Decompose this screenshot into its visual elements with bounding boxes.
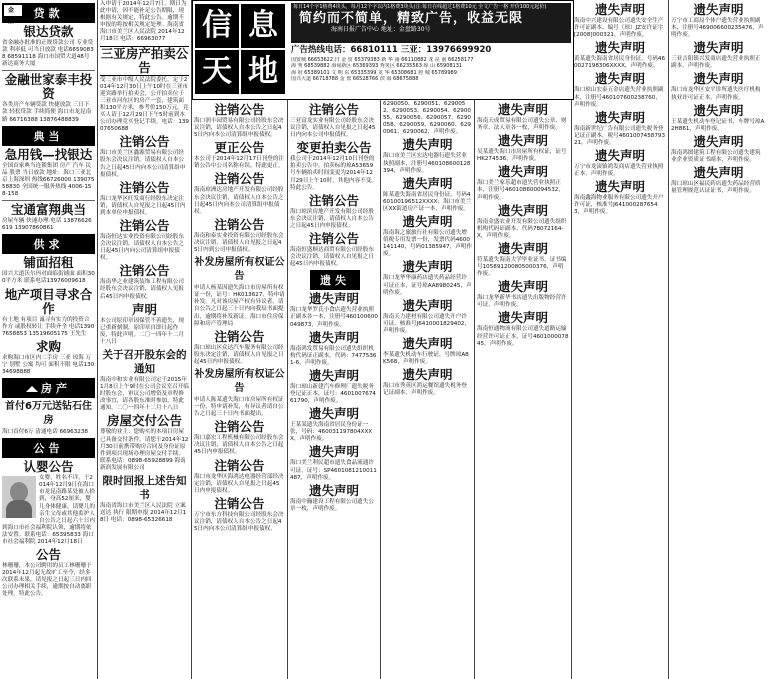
- notice-heading: 注销公告: [214, 171, 265, 187]
- ad-text: 省金融办批准的正规贷款公司 专业贷款 利率低 可当日放款 电话66590838 68591118 海口市国贸大道48号新达商务大厦: [2, 40, 94, 68]
- pricing-text: 每日14个字1格费4块头，每月12个字以内1格费3块头(注:每日在线超过1格费10元 全文广告一格 开价100元起价): [293, 4, 547, 10]
- notice-text: 海口琼山区众达汽车服务有限公司经股东决定注销，请债权人自见报之日起45日内申报债权。: [194, 344, 284, 365]
- lost-heading: 遗失声明: [693, 71, 744, 87]
- ad-text: 全国首家典当连锁集团 房产 汽车 民品 股票 当日放款 地址：海口三亚北京上海深圳 热线66726000 13907558830 全国统一服务热线 4006-158-158: [2, 162, 95, 198]
- ad-heading: 认婴公告: [23, 459, 74, 475]
- lost-text: 海口琼山区福民药店遗失药品经营质量管理规范认证证书，声明作废。: [671, 181, 761, 195]
- lost-heading: 遗失声明: [594, 179, 645, 195]
- notice-text: 海口润丰园贸易有限公司经股东会决议注销，请债权人自本公告之日起45日内向本公司清算组申报债权。: [194, 118, 284, 139]
- lost-heading: 遗失声明: [693, 133, 744, 149]
- lost-text: 海口市秀英区鸿运餐馆遗失税务登记证副本，声明作废。: [383, 383, 467, 397]
- lost-text: 6290050、6290051、6290052、6290053、6290054、6290055、6290056、6290057、6290058、6290059、6290060、6290061、6290062，声明作废。: [383, 101, 471, 136]
- address-text: 海南日报广告中心 地址：金盘路30号: [331, 26, 431, 33]
- notice-heading: 注销公告: [214, 328, 265, 344]
- bank-logo-icon: 金融: [4, 5, 22, 16]
- notice-heading: 注销公告: [308, 102, 359, 117]
- lost-heading: 遗失声明: [402, 297, 453, 313]
- ad-heading: 铺面招租: [23, 255, 74, 271]
- notice-heading: 注销公告: [119, 217, 170, 233]
- notice-heading: 注销公告: [119, 134, 170, 150]
- notice-heading: 限时回报上述告知书: [102, 475, 187, 502]
- ad-heading: 金融世家泰丰投资: [4, 72, 93, 102]
- lost-heading: 遗失声明: [402, 137, 453, 153]
- column-notices-3: [192, 100, 288, 679]
- lost-heading: 遗失声明: [308, 367, 359, 383]
- branch-phone-row: 海 秀 68539882 海甸新区 65369393 秀英区 66235563 琼 山 65908131: [291, 63, 463, 70]
- notice-heading: 注销公告: [119, 263, 170, 279]
- lost-heading: 遗失声明: [594, 2, 645, 17]
- lost-heading: 遗失声明: [594, 109, 645, 125]
- lost-text: 王某遗失机动车登记证书，车牌号琼A2H861，声明作废。: [671, 118, 765, 132]
- house-icon: [26, 386, 38, 392]
- lost-heading: 遗失声明: [497, 164, 548, 180]
- ad-text: 林珊珊，本公司聘用的员工林珊珊于2014年12月起无故旷工至今，经多次联系未果，请见报之日起三日内回公司办理相关手续，逾期按自动离职处理。特此公告。: [2, 563, 92, 598]
- ad-heading: 地产项目寻求合作: [4, 286, 93, 316]
- lost-heading: 遗失声明: [497, 240, 548, 256]
- notice-heading: 注销公告: [308, 231, 359, 247]
- notice-text: 海口嘉宏工程机械有限公司经股东会决议注销，请债权人自本公告之日起45日内申报债权。: [194, 435, 284, 456]
- notice-text: 海口市美兰区鑫源贸易有限公司经股东会决议注销，请债权人自本公告之日起45日内向本公司清算组申报债权。: [100, 150, 186, 178]
- notice-heading: 补发房屋所有权证公告: [194, 368, 285, 394]
- notice-heading: 变更拍卖公告: [296, 140, 372, 156]
- column-notices-5: [381, 100, 475, 679]
- column-notices-2: [98, 0, 192, 679]
- lost-text: 海南金盛农业开发有限公司遗失组织机构代码证副本，代码78072164-X，声明作废。: [477, 218, 567, 239]
- lost-text: 海南中瀚建设工程有限公司遗失公章一枚，声明作废。: [290, 498, 374, 512]
- infant-photo: [2, 476, 36, 518]
- notice-text: 本公司原印章因保管不善遗失，现已重新刻制，原印章自即日起作废，特此声明。二〇一四年十二月十八日: [100, 317, 184, 345]
- lost-heading: 遗失声明: [693, 165, 744, 181]
- section-header-pawn: 典当: [2, 126, 95, 146]
- notice-heading: 补发房屋所有权证公告: [194, 257, 285, 283]
- ad-text: 各类房产车辆贷款 快捷放款 三日下款 轻松贷款 手续简便 海口市龙昆南路 66716388 13876488839: [2, 102, 92, 123]
- notice-heading: 注销公告: [214, 457, 265, 473]
- lost-heading: 遗失声明: [497, 279, 548, 295]
- notice-heading: 注销公告: [214, 495, 265, 511]
- ad-text: 求购海口市区内二手房 三亚 琼海 万宁 别墅 公寓 均可 面积不限 电话13034698888: [2, 354, 95, 375]
- notice-heading: 更正公告: [214, 140, 265, 156]
- lost-heading: 遗失声明: [594, 40, 645, 56]
- lost-heading: 遗失声明: [402, 367, 453, 383]
- notice-heading: 三亚房产拍卖公告: [100, 45, 189, 75]
- column-notices-7: [572, 0, 669, 679]
- lost-heading: 遗失声明: [308, 291, 359, 307]
- column-notices-6: [475, 100, 572, 679]
- notice-text: 申请人杨某因遗失海口市房屋所有权证一份，证号：HK013627，特申请补发。凡对该房屋产权有异议者，请自公告之日起三十日内向我局书面提出，逾期将补发新证。海口市住房保障和房产管理局: [194, 285, 285, 327]
- lost-text: 海南恒通物流有限公司遗失道路运输经营许可证正本，证号460100007845，声明作废。: [477, 326, 569, 347]
- notice-text: 海南华之业建筑装饰工程有限公司经股东会决议注销，请债权人见报后45日内申报债权。: [100, 279, 184, 300]
- ad-heading: 公告: [35, 547, 61, 563]
- notice-text: 尊敬的业主：您购买的本项目房屋已具备交付条件，请您于2014年12月30日前携带购房合同及身份证原件到项目现场办理房屋交付手续。联系电话：0898-65928899 海南新润发展有限公司: [100, 429, 189, 471]
- lost-text: 海口龙华华康药店遗失药品经营许可证正本，证号琼AA8980245，声明作废。: [383, 275, 472, 296]
- notice-text: 我公司于2014年12月10日刊登的拍卖公告中，拍卖标的琼A53659号车辆拍卖时间变更为2014年12月29日上午10时，其他内容不变。特此公告。: [290, 156, 377, 191]
- notice-heading: 注销公告: [119, 179, 170, 195]
- logo-char: 信: [195, 4, 239, 48]
- lost-text: 海口龙华新华书店遗失出版物经营许可证，声明作废。: [477, 295, 567, 309]
- notice-text: 海口市龙华区海鸿达电器经营部经决定注销，请债权人自见报之日起45日内申报债权。: [194, 473, 284, 494]
- lost-text: 海口市龙华区安平诊所遗失医疗机构执业许可证正本，声明作废。: [671, 87, 761, 101]
- notice-text: 申请人陈某遗失海口市房屋所有权证一份，特申请补发，有异议者请自公告之日起三十日内书面提出。: [194, 396, 284, 418]
- lost-text: 黄某遗失海南省居民身份证，号码460027198306XXXX，声明作废。: [574, 56, 666, 70]
- lost-heading: 遗失声明: [497, 310, 548, 326]
- lost-heading: 遗失声明: [308, 329, 359, 345]
- notice-text: 海口琼滨房地产开发有限公司经股东会决议注销，请债权人自本公告之日起45日内申报债权。: [290, 208, 374, 229]
- ad-text: 有土地 有项目 诚寻有实力的投资合作方 或股权转让 手续齐全 电话13907658853 13519605175 王先生: [2, 316, 95, 337]
- lost-heading: 遗失声明: [402, 335, 453, 351]
- notice-heading: 注销公告: [214, 102, 265, 117]
- notice-text: 万宁市东方科技有限公司经股东会决议注销，请债权人自本公告之日起45日内向本公司清算组申报债权。: [194, 511, 284, 532]
- ad-heading: 急用钱—找银达: [4, 146, 93, 162]
- ad-heading: 银达贷款: [23, 24, 74, 39]
- lost-heading: 遗失声明: [497, 133, 548, 149]
- lost-text: 海口龙华罗氏小食店遗失营业执照正副本各一本，注册号460100600049873，声明作废。: [290, 307, 378, 328]
- lost-heading: 遗失声明: [308, 482, 359, 498]
- lost-heading: 遗失声明: [693, 102, 744, 118]
- lost-heading: 遗失声明: [402, 214, 453, 230]
- section-header-supply: 供求: [2, 234, 95, 254]
- notice-text: 三亚富龙实业有限公司经股东会决议注销，请债权人自见报之日起45日内向本公司申报债权。: [290, 118, 376, 139]
- notice-text: 入申请于2014年12月7日，期日为此申请，因不能补足公告期限，现根据有关规定，特此公告。逾期不申报的将按相关规定处理。海南省海口市美兰区人民法院 2014年12月18日 电话：66963077: [100, 1, 187, 43]
- slogan-strip: [291, 3, 571, 43]
- lost-text: 海南鸿发贸易有限公司遗失组织机构代码证正副本，代码：74775361-6，声明作废。: [290, 345, 377, 366]
- column-classifieds: [0, 0, 98, 679]
- masthead-banner: [192, 0, 574, 100]
- notice-text: 海南琼洲达房地产开发有限公司经股东会决议注销，请债权人自本公告之日起45日内向本公司清算组申报债权。: [194, 187, 284, 215]
- notice-heading: 注销公告: [308, 192, 359, 208]
- slogan-text: 简约而不简单，精致广告，收益无限: [299, 11, 524, 26]
- notice-heading: 声明: [131, 301, 157, 317]
- notice-text: 海南和泰实业投资有限公司经股东会决议注销，请债权人自见报之日起45日内到公司申报债权。: [194, 232, 284, 254]
- lost-text: 海南中兴建设有限公司遗失安全生产许可证副本，编号（琼）JZ安许证字[2008]000321，声明作废。: [574, 18, 664, 39]
- branch-phone-row: 国兴大道 66718788 金 盘 66528766 滨 海 68675888: [291, 75, 419, 82]
- section-header-notice: 公告: [2, 438, 95, 458]
- logo-char: 息: [241, 4, 285, 48]
- lost-heading: 遗失声明: [402, 175, 453, 191]
- notice-heading: 注销公告: [214, 216, 265, 232]
- ad-text: 国兴大道沃尔玛对面临街铺面 面积300平方米 联系电话13976009618: [2, 271, 95, 285]
- notice-text: 受三亚市中级人民法院委托，定于2014年12月30日上午10时在三亚市迎宾路举行拍卖会，公开拍卖位于三亚市河东区的房产一套，建筑面积130平方米，参考价150万元。竞买人请于12月29日下午5时前到本公司办理竞买登记手续。电话：13907650688: [100, 76, 189, 133]
- notice-text: 海南省海口市美兰区人民法院 立案 送达 执行 限期申报 2014年12月18日 电话：0898-65326618: [100, 503, 187, 524]
- logo-char: 天: [195, 50, 239, 94]
- notice-text: 海南恒达实业投资有限公司经股东会决议注销，请债权人自本公告之日起45日内向公司清算组申报债权。: [100, 233, 184, 262]
- lost-text: 海南鸿图建筑工程有限公司遗失建筑业企业资质证书副本，声明作废。: [671, 149, 761, 163]
- notice-heading: 关于召开股东会的通知: [102, 349, 187, 375]
- lost-text: 海南鑫海物业服务有限公司遗失开户许可证，核准号J6410002876543，声明作废。: [574, 195, 664, 216]
- hotline-text: 广告热线电话：66810111 三亚：13976699920: [291, 45, 492, 55]
- column-notices-8: [669, 0, 768, 679]
- ad-text: 海口首付6万 清通电话 66963238: [2, 429, 88, 436]
- section-header-property: 房产: [2, 378, 95, 398]
- branch-phone-row: 国贸城 66653622 日 金 贸 65379383 新 华 南 66110882 龙 昆 南 66258177: [291, 57, 474, 63]
- lost-heading: 遗失声明: [693, 40, 744, 56]
- lost-heading: 遗失声明: [402, 259, 453, 275]
- lost-text: 符某遗失海南大学毕业证书，证书编号105891200805000376，声明作废。: [477, 256, 567, 278]
- lost-heading: 遗失声明: [308, 406, 359, 422]
- lost-text: 海口市美兰区宏达电器行遗失营业执照副本，注册号460108600128394，声明作废。: [383, 153, 471, 174]
- lost-text: 万宁市龙滚镇鸿发商店遗失营业执照正本，声明作废。: [574, 164, 664, 178]
- lost-text: 海南新世纪广告有限公司遗失税务登记证正副本，税号460100745879321，声明作废。: [574, 125, 666, 146]
- lost-text: 王某某遗失海南省居民身份证一张，号码：460031197804XXXX，声明作废。: [290, 422, 373, 443]
- ad-heading: 宝通富翔典当: [10, 202, 86, 218]
- lost-heading: 遗失声明: [594, 148, 645, 164]
- lost-heading: 遗失声明: [308, 444, 359, 460]
- lost-text: 海口琼山新建汽车修理厂遗失税务登记证正本，证号：460100767461790，声明作废。: [290, 383, 376, 405]
- column-notices-4: [288, 100, 381, 679]
- lost-text: 海南天成贸易有限公司遗失公章、财务章、法人章各一枚，声明作废。: [477, 118, 567, 132]
- lost-heading: 遗失声明: [594, 71, 645, 87]
- section-header-lost: 遗失: [310, 270, 360, 290]
- branch-phone-row: 海 府 65389101 文 明 东 65335399 龙 华 65308681 府 城 65789989: [291, 69, 457, 76]
- masthead-logo: [195, 4, 287, 98]
- lost-text: 吴某遗失海口市房屋所有权证，证号HK274536，声明作废。: [477, 149, 567, 163]
- ad-heading: 求购: [35, 338, 61, 354]
- ad-text: 房屋车辆 快速办理 电话 13876626619 13907860861: [2, 218, 92, 232]
- notice-heading: 注销公告: [214, 419, 265, 435]
- ad-heading: 首付6万元送钻石住房: [5, 401, 92, 427]
- ad-text: 女婴，姓名不详，于2014年12月9日在海口市龙昆南路某处被人拾到，身高52厘米，婴儿身体健康，请婴儿的亲生父母或其他监护人自公告之日起六十日内到海口市社会福利院认领，逾期将依法安置。联系电话：65395833 海口市社会福利院 2014年12月18日: [2, 475, 95, 545]
- lost-heading: 遗失声明: [497, 102, 548, 117]
- lost-text: 三亚吉阳镇兴发商店遗失营业执照正副本，声明作废。: [671, 56, 761, 70]
- section-header-loan: 金融 贷款: [2, 3, 95, 23]
- notice-heading: 房屋交付公告: [106, 413, 182, 429]
- lost-text: 万宁市工商局个体户遗失营业执照副本，注册号469006600235476，声明作废。: [671, 18, 764, 39]
- branch-phone-list: [291, 57, 571, 97]
- lost-text: 海口美兰家乐超市遗失营业执照正本，注册号460108600094532，声明作废。: [477, 180, 564, 201]
- lost-text: 海南海之旅旅行社有限公司遗失增值税专用发票一份，发票代码4600141140，号码01385947，声明作废。: [383, 230, 472, 258]
- notice-text: 海南中和实业有限公司定于2015年1月8日上午9时在公司会议室召开临时股东会，审议公司增资及章程修改事宜，请各股东准时参加。特此通知。二〇一四年十二月十八日: [100, 377, 189, 412]
- lost-heading: 遗失声明: [693, 2, 744, 17]
- lost-text: 海口琼山宏泰五金店遗失营业执照副本，注册号460107600238760，声明作废。: [574, 87, 664, 108]
- notice-text: 海口龙华区旺发商行经股东决定注销，请债权人自见报之日起45日内到本单位申报债权。: [100, 195, 186, 216]
- lost-text: 李某遗失机动车行驶证，号牌琼A8K568，声明作废。: [383, 351, 469, 366]
- notice-text: 本公司于2014年12月17日刊登的注销公告中公司名称有误，特此更正。: [194, 156, 285, 170]
- lost-text: 海口美兰利民超市遗失食品流通许可证，证号：SP4601081210011487，声明作废。: [290, 460, 377, 481]
- lost-text: 海南天力建材有限公司遗失开户许可证，核准号J6410001829402，声明作废。: [383, 313, 471, 334]
- logo-char: 地: [241, 50, 285, 94]
- lost-text: 陈某遗失海南省居民身份证，号码460100196512XXXX；海口市美兰区XX街道房产证一本，声明作废。: [383, 191, 472, 212]
- notice-text: 海南恒盛顺达商贸有限公司经股东会决议注销，请债权人自见报之日起45日内申报债权。: [290, 247, 374, 268]
- lost-heading: 遗失声明: [497, 202, 548, 218]
